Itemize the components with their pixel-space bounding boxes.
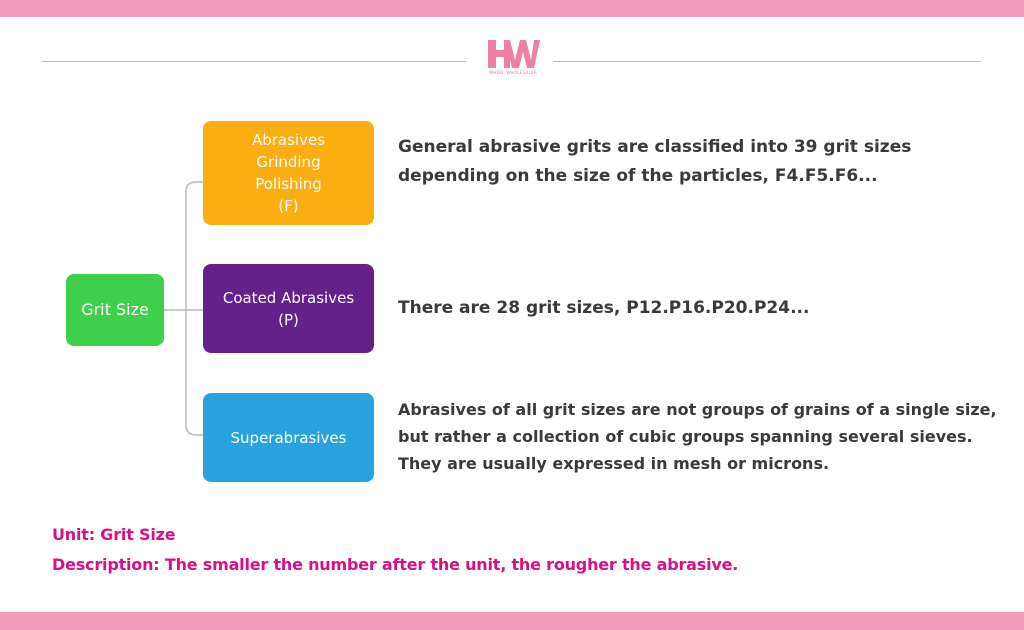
category-node-f <box>203 121 374 225</box>
description-line: General abrasive grits are classified into 39 grit sizes <box>398 137 912 157</box>
description-note: Description: The smaller the number after the unit, the rougher the abrasive. <box>52 555 739 574</box>
category-f-line: Polishing <box>255 175 322 193</box>
category-p-line: Coated Abrasives <box>222 288 355 307</box>
root-label: Grit Size <box>81 300 149 319</box>
description-line: There are 28 grit sizes, P12.P16.P20.P24... <box>398 298 810 318</box>
description-line: depending on the size of the particles, F4.F5.F6... <box>398 166 878 186</box>
description-p <box>398 294 809 323</box>
description-superabrasives <box>398 396 997 477</box>
logo-caption: WHEEL WHOLESALER <box>488 70 538 75</box>
description-line: Abrasives of all grit sizes are not groups of grains of a single size, <box>398 400 997 419</box>
root-node-grit-size <box>66 274 164 346</box>
category-s-line: Superabrasives <box>230 428 347 447</box>
description-line: They are usually expressed in mesh or microns. <box>398 454 830 473</box>
bottom-band <box>0 612 1024 630</box>
category-node-superabrasives <box>203 393 374 482</box>
category-f-line: Grinding <box>256 153 321 171</box>
unit-note: Unit: Grit Size <box>52 525 176 544</box>
description-line: but rather a collection of cubic groups spanning several sieves. <box>398 427 973 446</box>
category-f-line: (F) <box>278 197 299 215</box>
description-f <box>398 133 911 191</box>
category-p-line: (P) <box>278 310 299 329</box>
category-f-line: Abrasives <box>251 131 326 149</box>
category-node-p <box>203 264 374 353</box>
